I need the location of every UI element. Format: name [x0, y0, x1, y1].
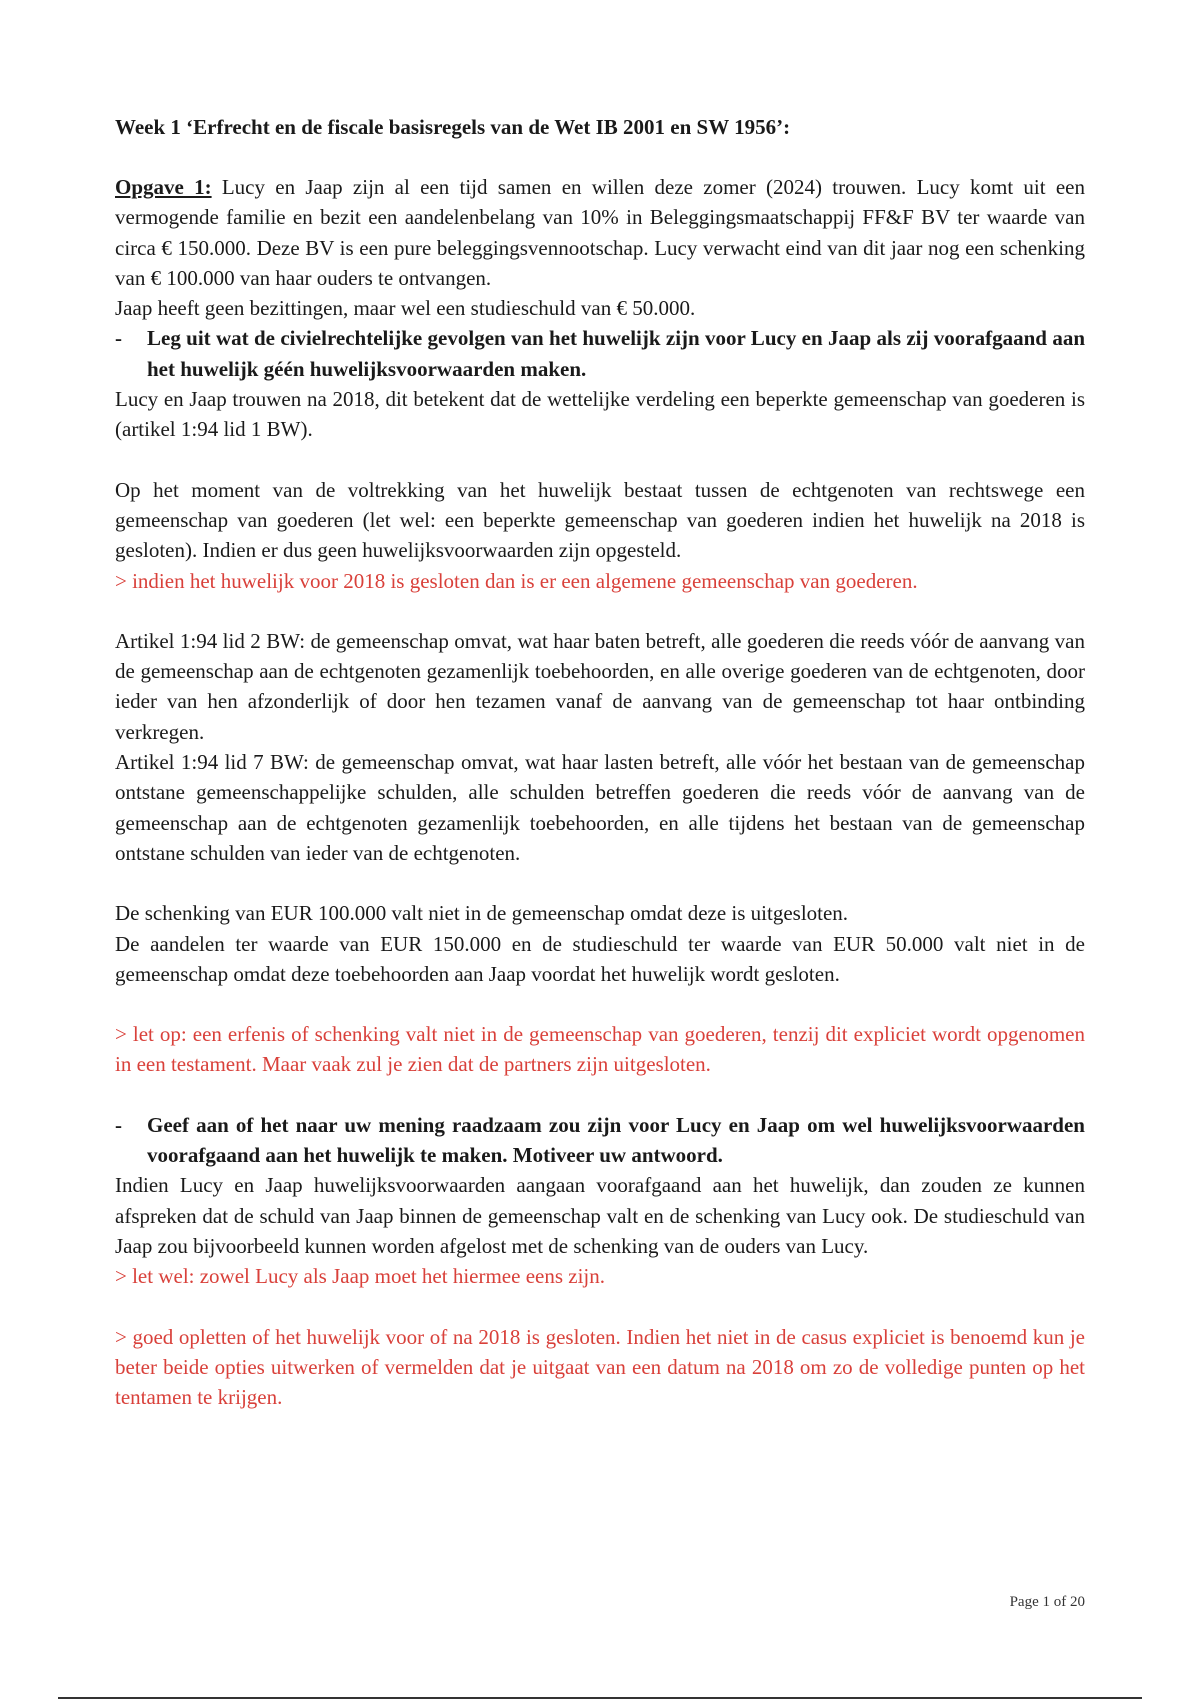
document-page	[115, 112, 1085, 1412]
bottom-divider	[58, 1697, 1142, 1699]
bullet-dash: -	[115, 1112, 122, 1137]
question-1-text: Leg uit wat de civielrechtelijke gevolgen van het huwelijk zijn voor Lucy en Jaap als zij voorafgaand aan het huwelijk géén huwelijksvoorwaarden maken.	[147, 326, 1085, 381]
spacer	[115, 1080, 1085, 1110]
spacer	[115, 868, 1085, 898]
opgave-intro: Lucy en Jaap zijn al een tijd samen en willen deze zomer (2024) trouwen. Lucy komt uit een vermogende familie en bezit een aandelenbelang van 10% in Beleggingsmaatschappij FF&F BV ter waarde van circa € 150.000. Deze BV is een pure beleggingsvennootschap. Lucy verwacht eind van dit jaar nog een schenking van € 100.000 van haar ouders te ontvangen.	[115, 175, 1085, 290]
note-inheritance: > let op: een erfenis of schenking valt niet in de gemeenschap van goederen, tenzij dit expliciet wordt opgenomen in een testament. Maar vaak zul je zien dat de partners zijn uitgesloten.	[115, 1022, 1085, 1077]
question-1	[115, 323, 1085, 384]
page-title: Week 1 ‘Erfrecht en de fiscale basisregels van de Wet IB 2001 en SW 1956’:	[115, 115, 791, 139]
schenking-line: De schenking van EUR 100.000 valt niet in de gemeenschap omdat deze is uitgesloten.	[115, 901, 849, 926]
spacer	[115, 1292, 1085, 1322]
answer-1-body: Op het moment van de voltrekking van het huwelijk bestaat tussen de echtgenoten van rechtswege een gemeenschap van goederen (let wel: een beperkte gemeenschap van goederen indien het huwelijk na 2018 is gesloten). Indien er dus geen huwelijksvoorwaarden zijn opgesteld.	[115, 477, 1085, 563]
note-general-community: > indien het huwelijk voor 2018 is gesloten dan is er een algemene gemeenschap van goederen.	[115, 568, 918, 593]
spacer	[115, 596, 1085, 626]
opgave-paragraph	[115, 172, 1085, 293]
jaap-line: Jaap heeft geen bezittingen, maar wel een studieschuld van € 50.000.	[115, 296, 696, 321]
bullet-dash: -	[115, 326, 122, 351]
spacer	[115, 445, 1085, 475]
note-exam-tip: > goed opletten of het huwelijk voor of na 2018 is gesloten. Indien het niet in de casus expliciet is benoemd kun je beter beide opties uitwerken of vermelden dat je uitgaat van een datum na 2018 om zo de volledige punten op het tentamen te krijgen.	[115, 1324, 1085, 1410]
spacer	[115, 142, 1085, 172]
aandelen-line: De aandelen ter waarde van EUR 150.000 en de studieschuld ter waarde van EUR 50.000 valt niet in de gemeenschap omdat deze toebehoorden aan Jaap voordat het huwelijk wordt gesloten.	[115, 931, 1085, 986]
question-2-text: Geef aan of het naar uw mening raadzaam zou zijn voor Lucy en Jaap om wel huwelijksvoorwaarden voorafgaand aan het huwelijk te maken. Motiveer uw antwoord.	[147, 1112, 1085, 1168]
page-number: Page 1 of 20	[1009, 1594, 1085, 1610]
article-lid-7: Artikel 1:94 lid 7 BW: de gemeenschap omvat, wat haar lasten betreft, alle vóór het bestaan van de gemeenschap ontstane gemeenschappelijke schulden, alle schulden betreffen goederen die reeds vóór de aanvang van de gemeenschap aan de echtgenoten gezamenlijk toebehoorden, en alle tijdens het bestaan van de gemeenschap ontstane schulden van ieder van de echtgenoten.	[115, 750, 1085, 865]
note-agreement: > let wel: zowel Lucy als Jaap moet het hiermee eens zijn.	[115, 1264, 605, 1289]
answer-2: Indien Lucy en Jaap huwelijksvoorwaarden aangaan voorafgaand aan het huwelijk, dan zouden ze kunnen afspreken dat de schuld van Jaap binnen de gemeenschap valt en de schenking van Lucy ook. De studieschuld van Jaap zou bijvoorbeeld kunnen worden afgelost met de schenking van de ouders van Lucy.	[115, 1173, 1085, 1258]
question-2	[115, 1110, 1085, 1171]
article-lid-2: Artikel 1:94 lid 2 BW: de gemeenschap omvat, wat haar baten betreft, alle goederen die reeds vóór de aanvang van de gemeenschap aan de echtgenoten gezamenlijk toebehoorden, en alle overige goederen van de echtgenoten, door ieder van hen afzonderlijk of door hen tezamen vanaf de aanvang van de gemeenschap tot haar ontbinding verkregen.	[115, 628, 1085, 744]
answer-1-intro: Lucy en Jaap trouwen na 2018, dit betekent dat de wettelijke verdeling een beperkte gemeenschap van goederen is (artikel 1:94 lid 1 BW).	[115, 387, 1085, 442]
spacer	[115, 989, 1085, 1019]
opgave-label: Opgave 1:	[115, 175, 212, 199]
